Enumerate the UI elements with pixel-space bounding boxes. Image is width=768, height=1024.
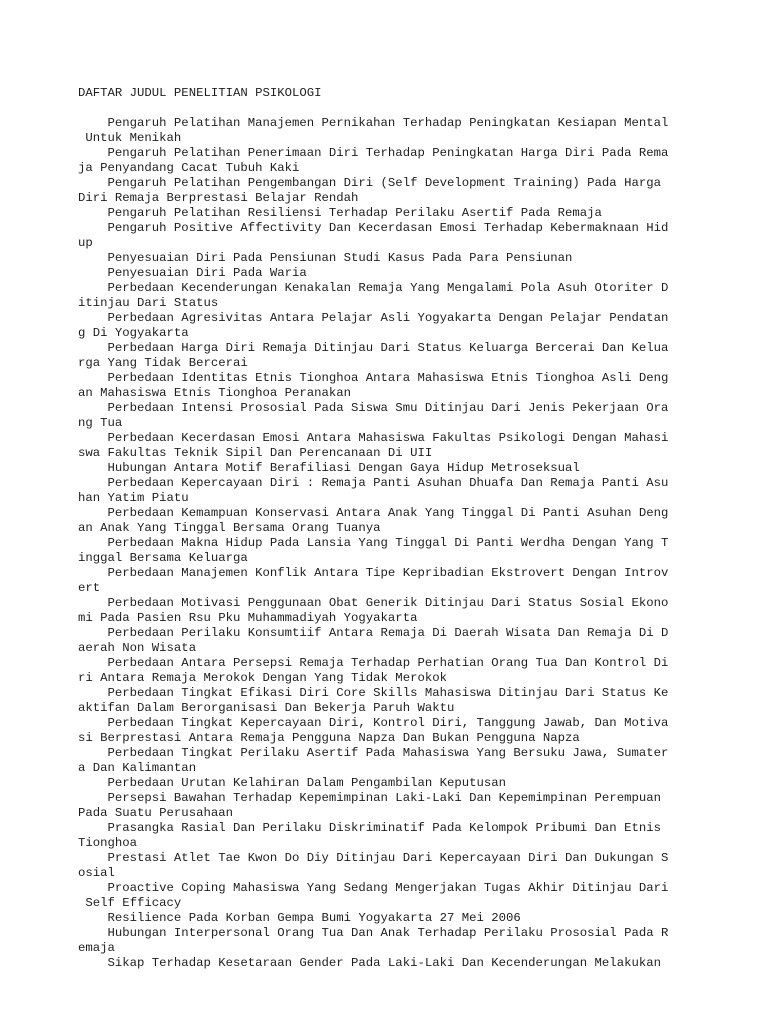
text-line: rga Yang Tidak Bercerai bbox=[78, 356, 248, 370]
text-line: Perbedaan Kecenderungan Kenakalan Remaja Yang Mengalami Pola Asuh Otoriter D bbox=[78, 281, 669, 295]
text-line: swa Fakultas Teknik Sipil Dan Perencanaan Di UII bbox=[78, 446, 433, 460]
text-line: Resilience Pada Korban Gempa Bumi Yogyakarta 27 Mei 2006 bbox=[78, 911, 521, 925]
text-line: han Yatim Piatu bbox=[78, 491, 189, 505]
text-line: an Anak Yang Tinggal Bersama Orang Tuanya bbox=[78, 521, 381, 535]
text-line: Perbedaan Kepercayaan Diri : Remaja Panti Asuhan Dhuafa Dan Remaja Panti Asu bbox=[78, 476, 669, 490]
text-line: an Mahasiswa Etnis Tionghoa Peranakan bbox=[78, 386, 352, 400]
text-line: Pengaruh Pelatihan Pengembangan Diri (Self Development Training) Pada Harga bbox=[78, 176, 661, 190]
text-line: Pengaruh Pelatihan Penerimaan Diri Terhadap Peningkatan Harga Diri Pada Rema bbox=[78, 146, 669, 160]
text-line: ng Tua bbox=[78, 416, 123, 430]
text-line: Perbedaan Intensi Prososial Pada Siswa Smu Ditinjau Dari Jenis Pekerjaan Ora bbox=[78, 401, 669, 415]
text-line: Hubungan Interpersonal Orang Tua Dan Anak Terhadap Perilaku Prososial Pada R bbox=[78, 926, 669, 940]
text-line: up bbox=[78, 236, 93, 250]
text-line: aktifan Dalam Berorganisasi Dan Bekerja Paruh Waktu bbox=[78, 701, 455, 715]
text-line: Hubungan Antara Motif Berafiliasi Dengan Gaya Hidup Metroseksual bbox=[78, 461, 580, 475]
text-line: Perbedaan Agresivitas Antara Pelajar Asli Yogyakarta Dengan Pelajar Pendatan bbox=[78, 311, 669, 325]
text-line: a Dan Kalimantan bbox=[78, 761, 197, 775]
text-line: Sikap Terhadap Kesetaraan Gender Pada Laki-Laki Dan Kecenderungan Melakukan bbox=[78, 956, 661, 970]
text-line: Perbedaan Kecerdasan Emosi Antara Mahasiswa Fakultas Psikologi Dengan Mahasi bbox=[78, 431, 669, 445]
text-line: inggal Bersama Keluarga bbox=[78, 551, 248, 565]
title-list bbox=[78, 116, 698, 971]
text-line: Perbedaan Tingkat Kepercayaan Diri, Kontrol Diri, Tanggung Jawab, Dan Motiva bbox=[78, 716, 669, 730]
text-line: Perbedaan Motivasi Penggunaan Obat Generik Ditinjau Dari Status Sosial Ekono bbox=[78, 596, 669, 610]
text-line: Persepsi Bawahan Terhadap Kepemimpinan Laki-Laki Dan Kepemimpinan Perempuan bbox=[78, 791, 661, 805]
text-line: Pengaruh Positive Affectivity Dan Kecerdasan Emosi Terhadap Kebermaknaan Hid bbox=[78, 221, 669, 235]
text-line: ri Antara Remaja Merokok Dengan Yang Tidak Merokok bbox=[78, 671, 447, 685]
text-line: Penyesuaian Diri Pada Pensiunan Studi Kasus Pada Para Pensiunan bbox=[78, 251, 573, 265]
text-line: Perbedaan Harga Diri Remaja Ditinjau Dari Status Keluarga Bercerai Dan Kelua bbox=[78, 341, 669, 355]
text-line: Pada Suatu Perusahaan bbox=[78, 806, 233, 820]
text-line: Untuk Menikah bbox=[78, 131, 182, 145]
text-line: g Di Yogyakarta bbox=[78, 326, 189, 340]
text-line: Perbedaan Manajemen Konflik Antara Tipe Kepribadian Ekstrovert Dengan Introv bbox=[78, 566, 669, 580]
text-line: Pengaruh Pelatihan Manajemen Pernikahan Terhadap Peningkatan Kesiapan Mental bbox=[78, 116, 669, 130]
text-line: mi Pada Pasien Rsu Pku Muhammadiyah Yogyakarta bbox=[78, 611, 418, 625]
text-line: si Berprestasi Antara Remaja Pengguna Napza Dan Bukan Pengguna Napza bbox=[78, 731, 580, 745]
text-line: Perbedaan Makna Hidup Pada Lansia Yang Tinggal Di Panti Werdha Dengan Yang T bbox=[78, 536, 669, 550]
text-line: Perbedaan Perilaku Konsumtiif Antara Remaja Di Daerah Wisata Dan Remaja Di D bbox=[78, 626, 669, 640]
text-line: Perbedaan Antara Persepsi Remaja Terhadap Perhatian Orang Tua Dan Kontrol Di bbox=[78, 656, 669, 670]
text-line: Perbedaan Tingkat Efikasi Diri Core Skills Mahasiswa Ditinjau Dari Status Ke bbox=[78, 686, 669, 700]
text-line: Tionghoa bbox=[78, 836, 138, 850]
text-line: Proactive Coping Mahasiswa Yang Sedang Mengerjakan Tugas Akhir Ditinjau Dari bbox=[78, 881, 669, 895]
text-line: Perbedaan Kemampuan Konservasi Antara Anak Yang Tinggal Di Panti Asuhan Deng bbox=[78, 506, 669, 520]
text-line: ert bbox=[78, 581, 101, 595]
text-line: Perbedaan Identitas Etnis Tionghoa Antara Mahasiswa Etnis Tionghoa Asli Deng bbox=[78, 371, 669, 385]
text-line: Perbedaan Urutan Kelahiran Dalam Pengambilan Keputusan bbox=[78, 776, 507, 790]
text-line: ja Penyandang Cacat Tubuh Kaki bbox=[78, 161, 300, 175]
text-line: Pengaruh Pelatihan Resiliensi Terhadap Perilaku Asertif Pada Remaja bbox=[78, 206, 602, 220]
text-line: osial bbox=[78, 866, 115, 880]
text-line: aerah Non Wisata bbox=[78, 641, 197, 655]
text-line: Prasangka Rasial Dan Perilaku Diskriminatif Pada Kelompok Pribumi Dan Etnis bbox=[78, 821, 661, 835]
text-line: Perbedaan Tingkat Perilaku Asertif Pada Mahasiswa Yang Bersuku Jawa, Sumater bbox=[78, 746, 669, 760]
text-line: Diri Remaja Berprestasi Belajar Rendah bbox=[78, 191, 359, 205]
text-line: Penyesuaian Diri Pada Waria bbox=[78, 266, 307, 280]
text-line: emaja bbox=[78, 941, 115, 955]
document-title: DAFTAR JUDUL PENELITIAN PSIKOLOGI bbox=[78, 86, 322, 100]
text-line: Prestasi Atlet Tae Kwon Do Diy Ditinjau Dari Kepercayaan Diri Dan Dukungan S bbox=[78, 851, 669, 865]
text-line: Self Efficacy bbox=[78, 896, 182, 910]
text-line: itinjau Dari Status bbox=[78, 296, 219, 310]
